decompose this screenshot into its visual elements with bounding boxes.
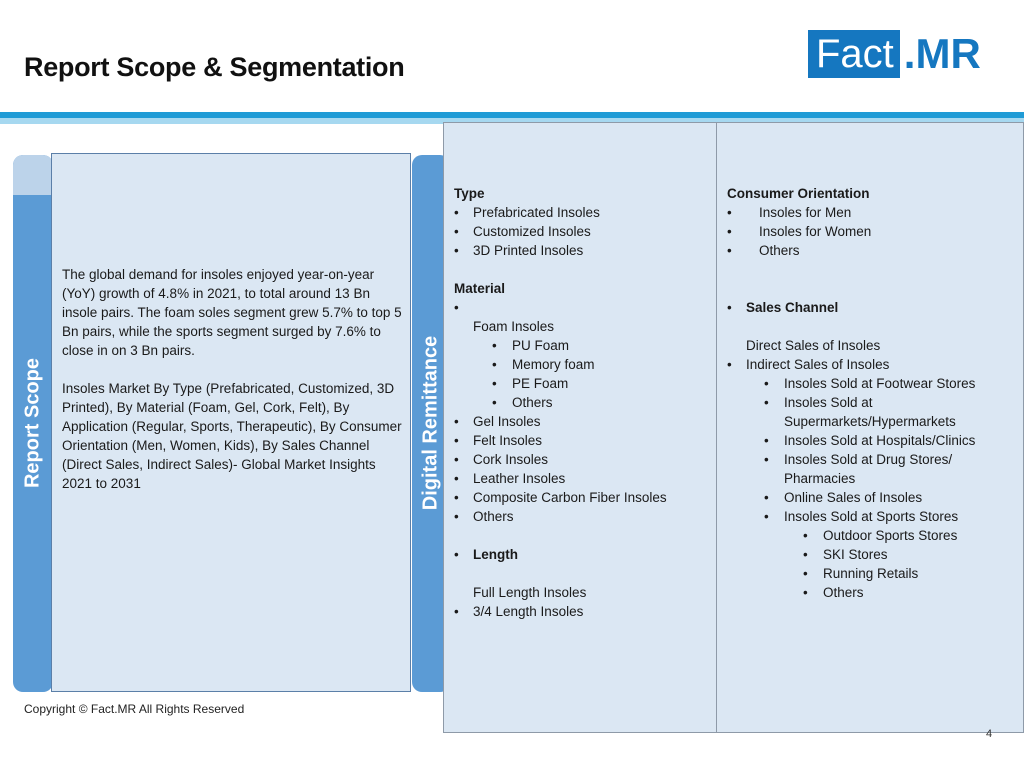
sales-channel-heading: • Sales Channel	[727, 300, 839, 315]
list-item: •	[454, 300, 459, 315]
list-item: • Indirect Sales of Insoles	[727, 357, 890, 372]
list-item: • Gel Insoles	[454, 414, 541, 429]
list-item: • Insoles for Women	[727, 224, 872, 239]
list-item-sub: • Insoles Sold at Drug Stores/	[764, 452, 953, 467]
scope-paragraph-demand: The global demand for insoles enjoyed year-on-year (YoY) growth of 4.8% in 2021, to total around 13 Bn insole pairs. The foam soles segment grew 5.7% to top 5 Bn pairs, while the sports segment surged by 7.6% to close in on 3 Bn pairs.	[62, 267, 402, 358]
list-item: • 3/4 Length Insoles	[454, 604, 584, 619]
length-heading: • Length	[454, 547, 518, 562]
list-item: • Prefabricated Insoles	[454, 205, 600, 220]
list-item: • Others	[727, 243, 800, 258]
list-item-sub-cont: Supermarkets/Hypermarkets	[784, 414, 956, 429]
logo-part-mr: .MR	[903, 30, 981, 77]
type-heading: Type	[454, 186, 485, 201]
list-item: • Insoles for Men	[727, 205, 852, 220]
report-scope-text	[62, 265, 407, 512]
list-item: • Cork Insoles	[454, 452, 549, 467]
list-item-sub: • Insoles Sold at Hospitals/Clinics	[764, 433, 976, 448]
page-number: 4	[986, 728, 993, 740]
list-item: • 3D Printed Insoles	[454, 243, 584, 258]
report-scope-tab-label: Report Scope	[21, 357, 44, 489]
list-item-subsub: • SKI Stores	[803, 547, 888, 562]
material-heading: Material	[454, 281, 506, 296]
logo-part-fact: Fact	[808, 30, 900, 78]
list-item-sub: • Insoles Sold at Footwear Stores	[764, 376, 976, 391]
list-item-sub: • Online Sales of Insoles	[764, 490, 923, 505]
list-item: • Customized Insoles	[454, 224, 591, 239]
page-title: Report Scope & Segmentation	[24, 52, 405, 82]
list-item: • Composite Carbon Fiber Insoles	[454, 490, 667, 505]
list-item-sub: • Insoles Sold at Sports Stores	[764, 509, 959, 524]
list-item: • Leather Insoles	[454, 471, 566, 486]
list-item: Full Length Insoles	[473, 585, 587, 600]
list-item-sub: • PE Foam	[492, 376, 569, 391]
list-item: Direct Sales of Insoles	[746, 338, 881, 353]
list-item-sub: • Memory foam	[492, 357, 595, 372]
list-item: • Others	[454, 509, 514, 524]
list-item: • Felt Insoles	[454, 433, 543, 448]
copyright-text: Copyright © Fact.MR All Rights Reserved	[24, 702, 245, 716]
list-item-sub-cont: Pharmacies	[784, 471, 856, 486]
report-scope-tab-cap	[13, 155, 53, 195]
list-item-subsub: • Running Retails	[803, 566, 919, 581]
list-item-subsub: • Outdoor Sports Stores	[803, 528, 958, 543]
type-material-length-list	[454, 184, 714, 621]
factmr-logo	[808, 30, 981, 78]
consumer-sales-list	[727, 184, 1022, 602]
list-item-subsub: • Others	[803, 585, 864, 600]
list-item: Foam Insoles	[473, 319, 555, 334]
list-item-sub: • PU Foam	[492, 338, 570, 353]
list-item-sub: • Insoles Sold at	[764, 395, 873, 410]
consumer-orientation-heading: Consumer Orientation	[727, 186, 870, 201]
list-item-sub: • Others	[492, 395, 553, 410]
digital-remittance-tab-label: Digital Remittance	[419, 335, 442, 511]
scope-paragraph-market: Insoles Market By Type (Prefabricated, Customized, 3D Printed), By Material (Foam, Gel, Cork, Felt), By Application (Regular, Sports, Therapeutic), By Consumer Orientation (Men, Women, Kids), By Sales Channel (Direct Sales, Indirect Sales)- Global Market Insights 2021 to 2031	[62, 381, 402, 491]
